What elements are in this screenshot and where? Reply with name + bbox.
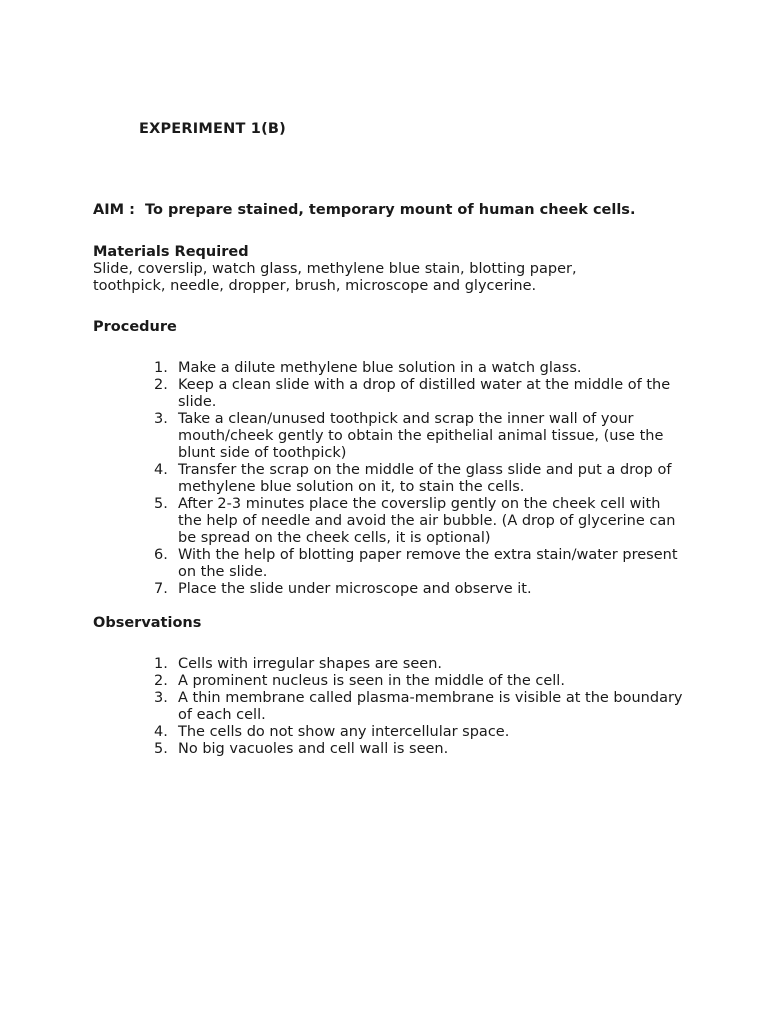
procedure-step: [154, 377, 684, 411]
observation-item: [154, 690, 684, 724]
observation-item: [154, 741, 684, 758]
procedure-step: [154, 462, 684, 496]
experiment-title: EXPERIMENT 1(B): [139, 121, 286, 137]
observation-item: [154, 656, 684, 673]
observation-number: 1.: [154, 656, 168, 672]
procedure-heading: Procedure: [93, 319, 177, 335]
procedure-step: [154, 360, 684, 377]
materials-heading: Materials Required: [93, 244, 249, 260]
observation-item: [154, 673, 684, 690]
step-number: 6.: [154, 547, 168, 563]
step-text: Transfer the scrap on the middle of the glass slide and put a drop of methylene blue solution on it, to stain the cells.: [178, 462, 672, 495]
step-number: 3.: [154, 411, 168, 427]
observation-number: 2.: [154, 673, 168, 689]
step-text: Keep a clean slide with a drop of distilled water at the middle of the slide.: [178, 377, 671, 410]
step-number: 7.: [154, 581, 168, 597]
procedure-list: [154, 360, 684, 598]
procedure-step: [154, 411, 684, 462]
procedure-step: [154, 496, 684, 547]
step-text: After 2-3 minutes place the coverslip gently on the cheek cell with the help of needle and avoid the air bubble. (A drop of glycerine can be spread on the cheek cells, it is optional): [178, 496, 676, 546]
observation-number: 5.: [154, 741, 168, 757]
observation-text: A prominent nucleus is seen in the middle of the cell.: [178, 673, 565, 689]
observations-heading: Observations: [93, 615, 202, 631]
aim-statement: AIM : To prepare stained, temporary mount of human cheek cells.: [93, 202, 636, 218]
materials-text: Slide, coverslip, watch glass, methylene blue stain, blotting paper, toothpick, needle, dropper, brush, microscope and glycerine.: [93, 261, 577, 294]
observation-number: 4.: [154, 724, 168, 740]
step-number: 5.: [154, 496, 168, 512]
step-text: With the help of blotting paper remove the extra stain/water present on the slide.: [178, 547, 678, 580]
step-text: Place the slide under microscope and observe it.: [178, 581, 532, 597]
step-text: Make a dilute methylene blue solution in a watch glass.: [178, 360, 582, 376]
step-number: 2.: [154, 377, 168, 393]
procedure-step: [154, 581, 684, 598]
step-number: 4.: [154, 462, 168, 478]
observation-number: 3.: [154, 690, 168, 706]
procedure-step: [154, 547, 684, 581]
observation-item: [154, 724, 684, 741]
step-number: 1.: [154, 360, 168, 376]
observation-text: The cells do not show any intercellular space.: [178, 724, 510, 740]
observations-list: [154, 656, 684, 758]
step-text: Take a clean/unused toothpick and scrap the inner wall of your mouth/cheek gently to obtain the epithelial animal tissue, (use the blunt side of toothpick): [178, 411, 664, 461]
observation-text: No big vacuoles and cell wall is seen.: [178, 741, 449, 757]
observation-text: Cells with irregular shapes are seen.: [178, 656, 442, 672]
observation-text: A thin membrane called plasma-membrane is visible at the boundary of each cell.: [178, 690, 683, 723]
